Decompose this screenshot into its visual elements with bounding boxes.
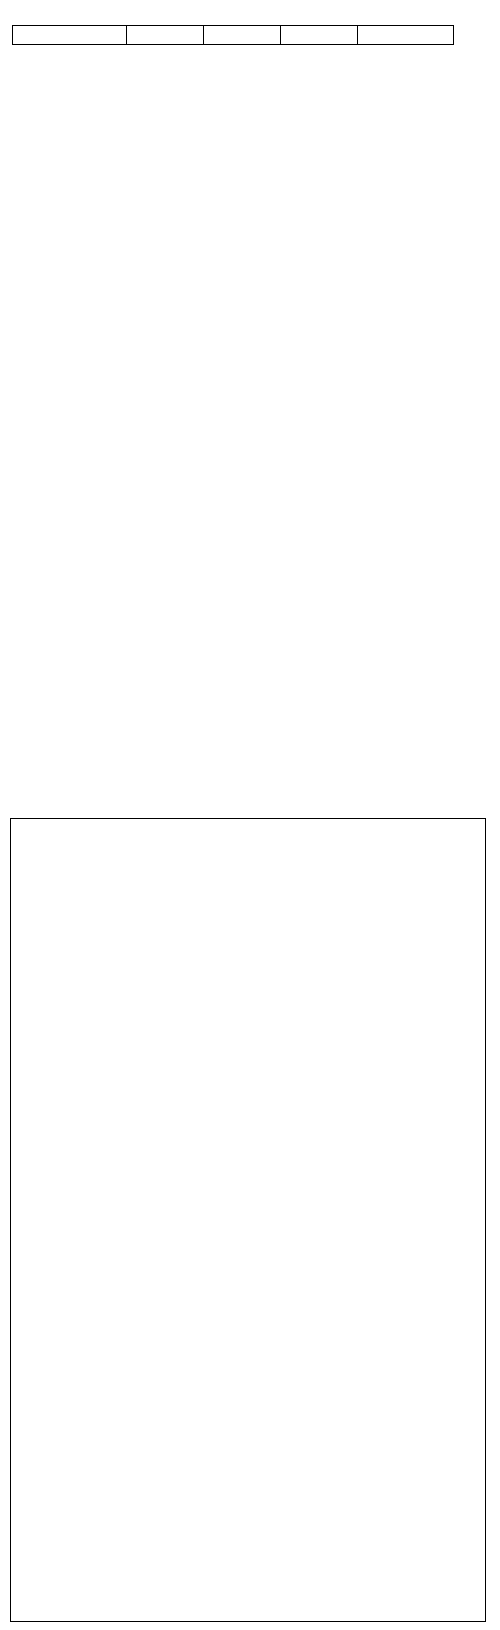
chart-frame: [10, 818, 486, 1622]
table-header-row: [13, 26, 454, 45]
header-year: [13, 26, 127, 45]
header-production: [127, 26, 204, 45]
header-import-ratio: [358, 26, 454, 45]
production-import-table: [12, 25, 454, 45]
bar-chart: [11, 819, 485, 1621]
header-import: [281, 26, 358, 45]
header-production-ratio: [204, 26, 281, 45]
